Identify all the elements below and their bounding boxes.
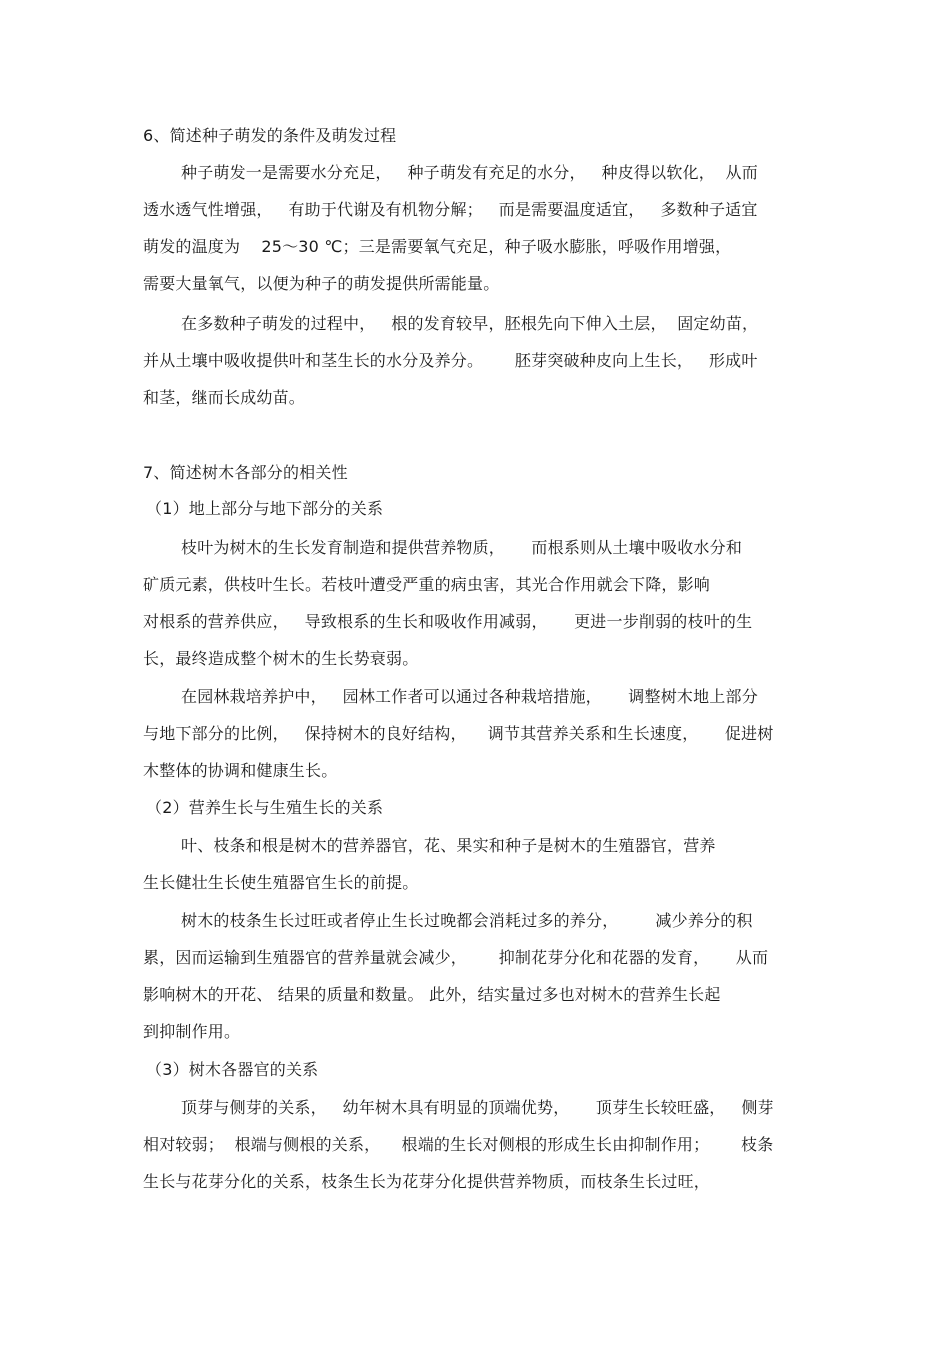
s7-sub1-title: （1）地上部分与地下部分的关系	[146, 499, 384, 518]
s7-sub1-para2-line3: 木整体的协调和健康生长。	[143, 761, 338, 780]
s7-sub1-para1-line3: 对根系的营养供应， 导致根系的生长和吸收作用减弱， 更进一步削弱的枝叶的生	[143, 612, 753, 631]
s7-sub2-para1-line2: 生长健壮生长使生殖器官生长的前提。	[143, 873, 419, 892]
section-7-heading: 7、简述树木各部分的相关性	[143, 463, 348, 482]
s7-sub2-para1-line1: 叶、枝条和根是树木的营养器官，花、果实和种子是树木的生殖器官，营养	[181, 836, 716, 855]
s7-sub1-para1-line2: 矿质元素，供枝叶生长。若枝叶遭受严重的病虫害，其光合作用就会下降，影响	[143, 575, 711, 594]
s7-sub3-title: （3）树木各器官的关系	[146, 1060, 319, 1079]
section-6-heading: 6、简述种子萌发的条件及萌发过程	[143, 126, 397, 145]
s7-sub3-para1-line1: 顶芽与侧芽的关系， 幼年树木具有明显的顶端优势， 顶芽生长较旺盛， 侧芽	[181, 1098, 774, 1117]
s7-sub2-para2-line2: 累，因而运输到生殖器官的营养量就会减少， 抑制花芽分化和花器的发育， 从而	[143, 948, 769, 967]
s7-sub2-para2-line3: 影响树木的开花、 结果的质量和数量。 此外，结实量过多也对树木的营养生长起	[143, 985, 721, 1004]
s7-sub1-para1-line1: 枝叶为树木的生长发育制造和提供营养物质， 而根系则从土壤中吸收水分和	[181, 538, 743, 557]
s6-para2-line1: 在多数种子萌发的过程中， 根的发育较早，胚根先向下伸入土层， 固定幼苗，	[181, 314, 759, 333]
s6-para2-line3: 和茎，继而长成幼苗。	[143, 388, 306, 407]
s6-para1-line3: 萌发的温度为 25～30 ℃；三是需要氧气充足，种子吸水膨胀，呼吸作用增强，	[143, 237, 732, 256]
s7-sub1-para2-line1: 在园林栽培养护中， 园林工作者可以通过各种栽培措施， 调整树木地上部分	[181, 687, 758, 706]
s7-sub3-para1-line3: 生长与花芽分化的关系，枝条生长为花芽分化提供营养物质，而枝条生长过旺，	[143, 1172, 711, 1191]
s7-sub2-para2-line4: 到抑制作用。	[143, 1022, 241, 1041]
s7-sub3-para1-line2: 相对较弱； 根端与侧根的关系， 根端的生长对侧根的形成生长由抑制作用； 枝条	[143, 1135, 774, 1154]
s7-sub1-para2-line2: 与地下部分的比例， 保持树木的良好结构， 调节其营养关系和生长速度， 促进树	[143, 724, 774, 743]
s7-sub2-title: （2）营养生长与生殖生长的关系	[146, 798, 384, 817]
s7-sub1-para1-line4: 长，最终造成整个树木的生长势衰弱。	[143, 649, 419, 668]
s7-sub2-para2-line1: 树木的枝条生长过旺或者停止生长过晚都会消耗过多的养分， 减少养分的积	[181, 911, 753, 930]
s6-para1-line1: 种子萌发一是需要水分充足， 种子萌发有充足的水分， 种皮得以软化， 从而	[181, 163, 758, 182]
s6-para1-line2: 透水透气性增强， 有助于代谢及有机物分解； 而是需要温度适宜， 多数种子适宜	[143, 200, 758, 219]
s6-para1-line4: 需要大量氧气，以便为种子的萌发提供所需能量。	[143, 274, 500, 293]
s6-para2-line2: 并从土壤中吸收提供叶和茎生长的水分及养分。 胚芽突破种皮向上生长， 形成叶	[143, 351, 758, 370]
